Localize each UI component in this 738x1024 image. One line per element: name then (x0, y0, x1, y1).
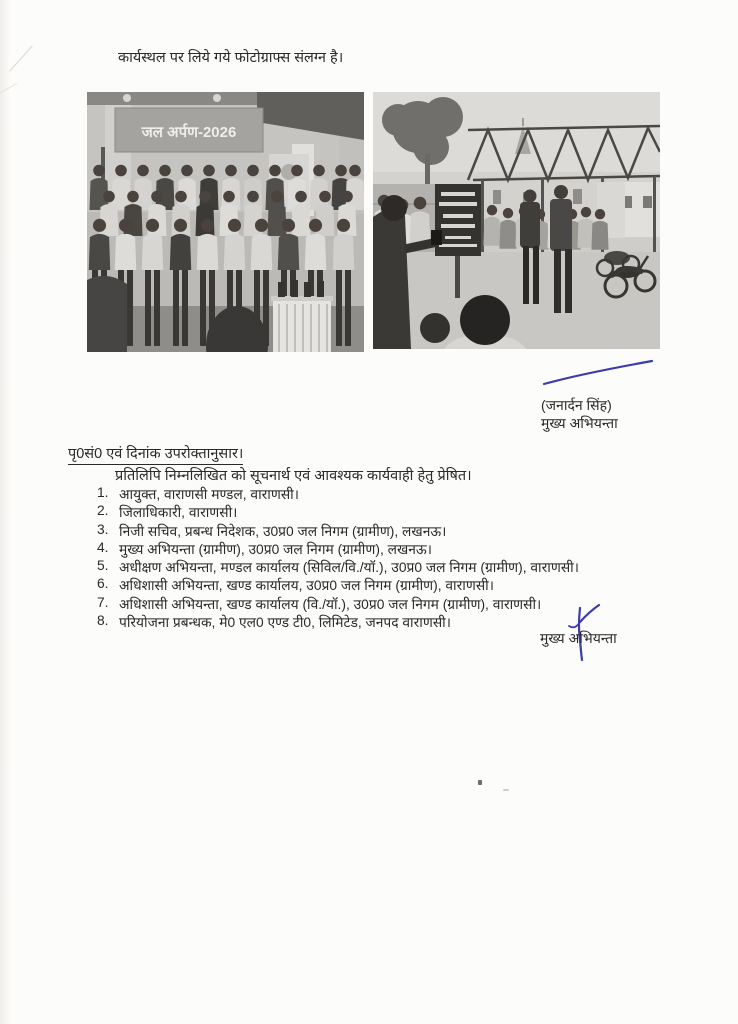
recipient-item (97, 595, 717, 613)
recipient-text: अधिशासी अभियन्ता, खण्ड कार्यालय (वि./यॉ.), उ0प्र0 जल निगम (ग्रामीण), वाराणसी। (119, 596, 542, 612)
recipient-text: जिलाधिकारी, वाराणसी। (119, 505, 238, 521)
recipient-number: 2. (97, 503, 109, 519)
scan-edge-shadow (0, 0, 10, 1024)
photo-banner-text: जल अर्पण-2026 (141, 124, 237, 141)
bottom-signatory-designation: मुख्य अभियन्ता (540, 630, 617, 646)
recipient-number: 5. (97, 558, 109, 574)
recipient-text: निजी सचिव, प्रबन्ध निदेशक, उ0प्र0 जल निगम (ग्रामीण), लखनऊ। (119, 523, 447, 539)
scan-speck (503, 789, 509, 791)
recipient-item (97, 576, 717, 594)
signatory-designation: मुख्य अभियन्ता (541, 415, 618, 431)
recipient-text: अधिशासी अभियन्ता, खण्ड कार्यालय, उ0प्र0 जल निगम (ग्रामीण), वाराणसी। (119, 578, 494, 594)
photo-right-graphic (373, 92, 660, 349)
recipient-text: मुख्य अभियन्ता (ग्रामीण), उ0प्र0 जल निगम (ग्रामीण), लखनऊ। (119, 541, 432, 557)
photo-site-gathering (373, 92, 660, 349)
recipient-item (97, 522, 717, 540)
recipient-text: आयुक्त, वाराणसी मण्डल, वाराणसी। (119, 487, 299, 502)
signature-stroke (540, 358, 658, 388)
photo-left-graphic (87, 92, 364, 352)
recipient-item (97, 540, 717, 558)
copy-forwarding-line: प्रतिलिपि निम्नलिखित को सूचनार्थ एवं आवश्यक कार्यवाही हेतु प्रेषित। (115, 468, 472, 484)
recipient-number: 6. (97, 576, 109, 592)
recipient-item (97, 503, 717, 521)
recipient-number: 1. (97, 485, 109, 500)
scan-speck (478, 780, 482, 785)
recipient-text: अधीक्षण अभियन्ता, मण्डल कार्यालय (सिविल/वि./यॉ.), उ0प्र0 जल निगम (ग्रामीण), वाराणसी। (119, 560, 579, 576)
reference-number-line: पृ0सं0 एवं दिनांक उपरोक्तानुसार। (68, 443, 243, 465)
recipient-item (97, 613, 717, 631)
recipient-number: 8. (97, 613, 109, 629)
recipient-text: परियोजना प्रबन्धक, मे0 एल0 एण्ड टी0, लिमिटेड, जनपद वाराणसी। (119, 615, 451, 631)
recipient-item (97, 485, 717, 503)
recipient-number: 3. (97, 521, 109, 537)
attachment-note-line: कार्यस्थल पर लिये गये फोटोग्राफ्स संलग्न है। (118, 50, 344, 66)
recipients-list (97, 485, 717, 631)
recipient-number: 7. (97, 594, 109, 610)
photo-group-inauguration (87, 92, 364, 352)
page-fold-mark (9, 46, 32, 72)
recipient-number: 4. (97, 539, 109, 555)
signatory-name: (जनार्दन सिंह) (541, 397, 612, 413)
recipient-item (97, 558, 717, 576)
